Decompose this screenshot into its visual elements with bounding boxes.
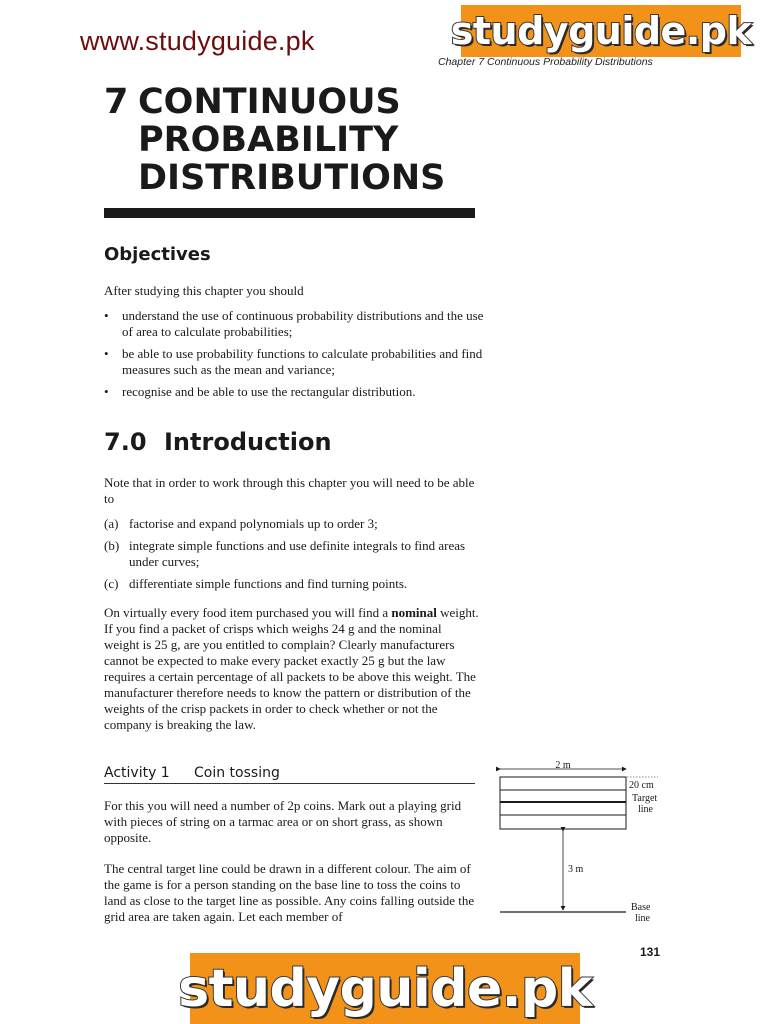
site-url[interactable]: www.studyguide.pk <box>80 26 315 56</box>
prerequisite-list <box>104 516 484 598</box>
list-item <box>104 384 484 400</box>
objectives-list <box>104 308 484 406</box>
studyguide-logo[interactable]: studyguide.pk <box>461 5 741 57</box>
list-item <box>104 516 484 532</box>
enum-label: (b) <box>104 538 120 553</box>
bullet-mark: • <box>104 308 109 323</box>
prereq-text: integrate simple functions and use definite integrals to find areas under curves; <box>129 538 466 569</box>
chapter-running-header: Chapter 7 Continuous Probability Distributions <box>438 56 653 68</box>
activity-number: Activity 1 <box>104 765 170 781</box>
list-item <box>104 308 484 340</box>
activity-heading <box>104 765 475 784</box>
bullet-mark: • <box>104 384 109 399</box>
activity-paragraph: The central target line could be drawn in a different colour. The aim of the game is for a person standing on the base line to toss the coins to land as close to the target line as possible. Any coins falling outside the grid area are taken again. Let each member of <box>104 861 475 924</box>
activity-paragraph: For this you will need a number of 2p coins. Mark out a playing grid with pieces of string on a tarmac area or on short grass, as shown opposite. <box>104 798 462 845</box>
objectives-heading: Objectives <box>104 244 211 265</box>
page-number: 131 <box>640 945 661 959</box>
list-item <box>104 576 484 592</box>
list-item <box>104 538 484 570</box>
objectives-intro: After studying this chapter you should <box>104 283 304 298</box>
base-label: Base <box>631 902 651 913</box>
chapter-title <box>104 83 445 197</box>
chapter-title-line: CONTINUOUS <box>138 82 401 122</box>
introduction-paragraph <box>104 605 479 733</box>
chapter-title-lines <box>138 83 445 197</box>
chapter-number: 7 <box>104 82 129 122</box>
section-number: 7.0 <box>104 428 147 456</box>
prereq-text: differentiate simple functions and find turning points. <box>129 576 408 591</box>
chapter-title-line: DISTRIBUTIONS <box>138 158 446 198</box>
title-rule <box>104 208 475 218</box>
base-label: line <box>635 913 650 924</box>
enum-label: (a) <box>104 516 119 531</box>
emphasis-term: nominal <box>391 605 437 620</box>
prereq-text: factorise and expand polynomials up to order 3; <box>129 516 378 531</box>
objective-text: understand the use of continuous probability distributions and the use of area to calculate probabilities; <box>122 308 484 339</box>
introduction-lead: Note that in order to work through this chapter you will need to be able to <box>104 475 475 506</box>
width-label: 2 m <box>555 760 571 771</box>
chapter-title-line: PROBABILITY <box>138 120 399 160</box>
section-title: Introduction <box>164 428 332 456</box>
studyguide-logo-footer[interactable]: studyguide.pk <box>190 953 580 1024</box>
target-label: Target <box>632 793 658 804</box>
objective-text: be able to use probability functions to calculate probabilities and find measures such as the mean and variance; <box>122 346 483 377</box>
objective-text: recognise and be able to use the rectangular distribution. <box>122 384 416 399</box>
paragraph-text: On virtually every food item purchased you will find a <box>104 605 392 620</box>
paragraph-text: weight. If you find a packet of crisps which weighs 24 g and the nominal weight is 25 g, are you entitled to complain? Clearly manufacturers cannot be expected to make every packet exactly 25 g but the law requires a certain percentage of all packets to be above this weight. The manufacturer therefore needs to know the pattern or distribution of the weights of the crisp packets in order to check whether or not the company is breaking the law. <box>104 605 479 732</box>
distance-label: 3 m <box>568 864 584 875</box>
coin-tossing-grid-diagram <box>490 755 670 930</box>
target-label: line <box>638 804 653 815</box>
enum-label: (c) <box>104 576 119 591</box>
activity-title: Coin tossing <box>194 765 280 781</box>
bullet-mark: • <box>104 346 109 361</box>
strip-label: 20 cm <box>629 780 654 791</box>
introduction-heading <box>104 428 332 456</box>
list-item <box>104 346 484 378</box>
